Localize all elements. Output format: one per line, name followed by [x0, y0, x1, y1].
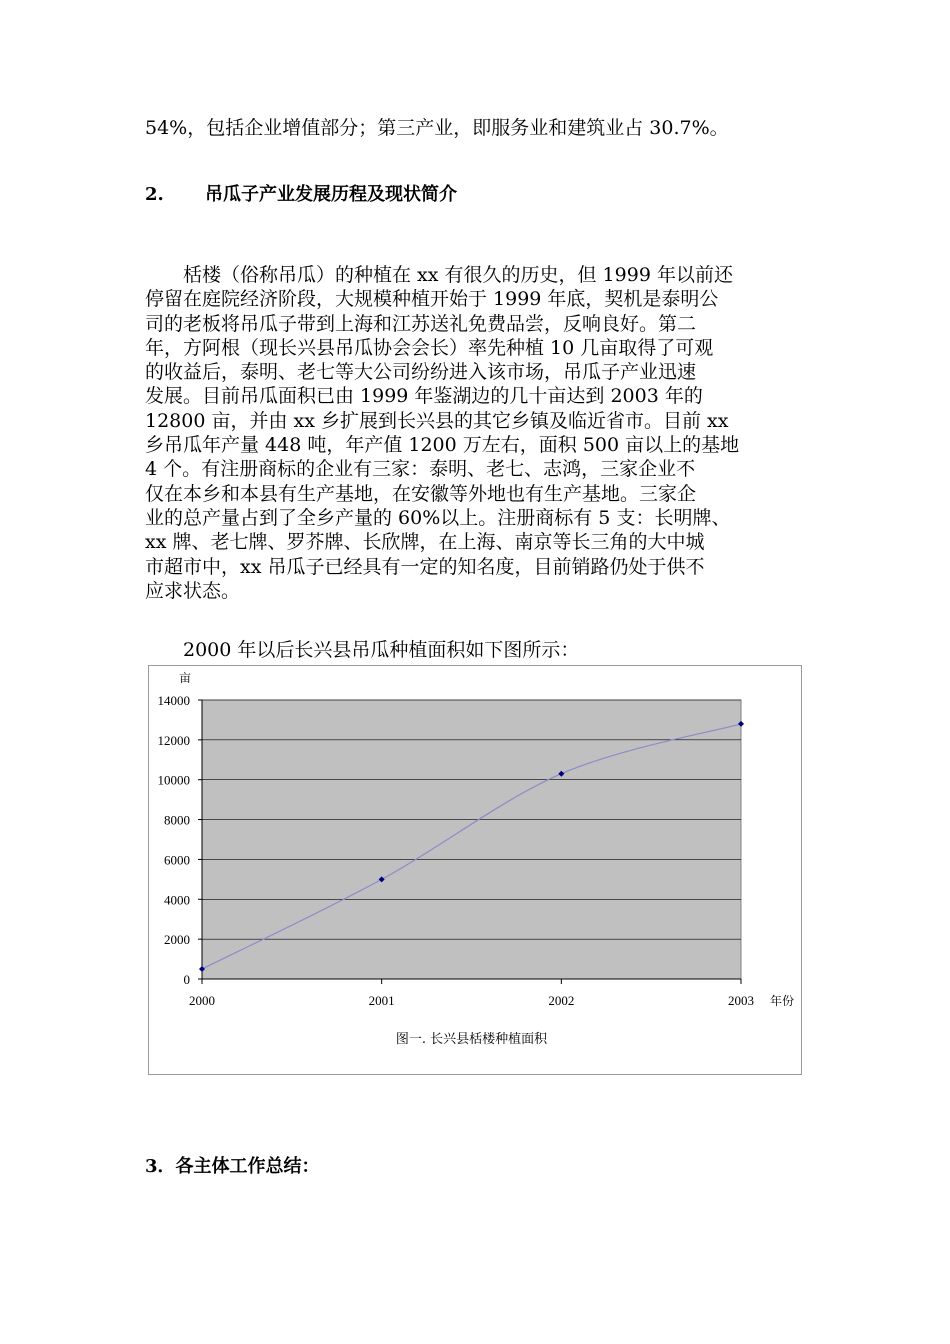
history-paragraph	[145, 263, 810, 603]
paragraph-line: 市超市中，xx 吊瓜子已经具有一定的知名度，目前销路仍处于供不	[145, 555, 705, 578]
paragraph-line: 年，方阿根（现长兴县吊瓜协会会长）率先种植 10 几亩取得了可观	[145, 336, 714, 359]
y-tick-label: 0	[183, 972, 190, 987]
chart-intro-caption: 2000 年以后长兴县吊瓜种植面积如下图所示：	[145, 639, 580, 661]
paragraph-line: 司的老板将吊瓜子带到上海和江苏送礼免费品尝，反响良好。第二	[145, 312, 697, 335]
y-tick-label: 4000	[164, 892, 190, 908]
paragraph-line: 发展。目前吊瓜面积已由 1999 年鉴湖边的几十亩达到 2003 年的	[145, 385, 703, 408]
section-3-heading	[145, 1152, 320, 1178]
y-axis-unit-label: 亩	[179, 671, 192, 685]
y-tick-label: 8000	[164, 812, 190, 828]
intro-line: 54%，包括企业增值部分；第三产业，即服务业和建筑业占 30.7%。	[145, 117, 729, 139]
section-2-heading	[145, 180, 457, 206]
paragraph-line: 仅在本乡和本县有生产基地，在安徽等外地也有生产基地。三家企	[145, 482, 697, 505]
x-axis-unit-label: 年份	[770, 994, 795, 1008]
section-3-title: 各主体工作总结：	[175, 1156, 320, 1177]
chart-title: 图一. 长兴县栝楼种植面积	[395, 1032, 548, 1047]
section-2-title: 吊瓜子产业发展历程及现状简介	[205, 184, 457, 205]
paragraph-line: 的收益后，泰明、老七等大公司纷纷进入该市场，吊瓜子产业迅速	[145, 361, 697, 384]
y-tick-label: 14000	[157, 693, 190, 708]
y-tick-label: 2000	[164, 932, 190, 948]
paragraph-line: 4 个。有注册商标的企业有三家：泰明、老七、志鸿，三家企业不	[145, 458, 696, 481]
x-tick-label: 2001	[368, 993, 395, 1008]
plot-area	[202, 700, 741, 979]
paragraph-line: 应求状态。	[145, 579, 241, 602]
x-tick-label: 2003	[728, 993, 754, 1008]
planting-area-chart	[148, 665, 802, 1075]
x-tick-label: 2002	[548, 993, 575, 1008]
chart-canvas	[149, 666, 801, 1074]
paragraph-line: 栝楼（俗称吊瓜）的种植在 xx 有很久的历史，但 1999 年以前还	[145, 264, 733, 286]
section-3-number: 3．	[145, 1156, 176, 1177]
y-tick-label: 12000	[157, 732, 190, 748]
paragraph-line: 12800 亩，并由 xx 乡扩展到长兴县的其它乡镇及临近省市。目前 xx	[145, 409, 729, 432]
paragraph-line: 停留在庭院经济阶段，大规模种植开始于 1999 年底，契机是泰明公	[145, 288, 719, 311]
x-tick-label: 2000	[189, 993, 215, 1008]
section-2-number: 2.	[145, 184, 164, 205]
y-tick-label: 6000	[164, 852, 190, 868]
paragraph-line: xx 牌、老七牌、罗芥牌、长欣牌，在上海、南京等长三角的大中城	[145, 531, 705, 554]
paragraph-line: 乡吊瓜年产量 448 吨，年产值 1200 万左右，面积 500 亩以上的基地	[145, 434, 740, 457]
paragraph-line: 业的总产量占到了全乡产量的 60%以上。注册商标有 5 支：长明牌、	[145, 506, 731, 529]
y-tick-label: 10000	[157, 772, 190, 788]
